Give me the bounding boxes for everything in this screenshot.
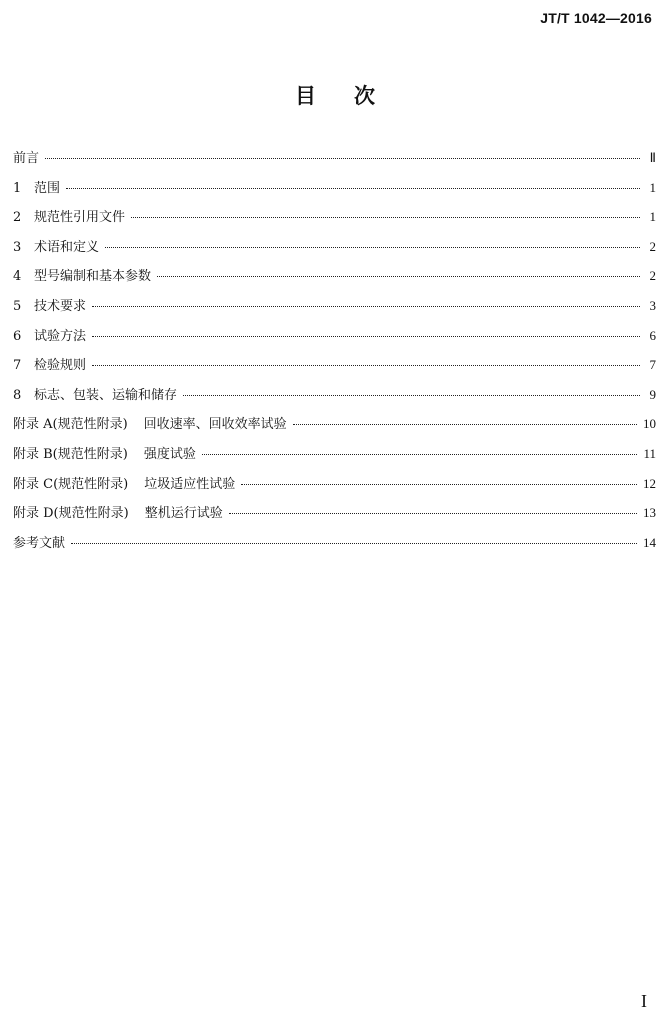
- toc-page-number: 11: [643, 445, 656, 461]
- dot-leader: [157, 276, 640, 277]
- toc-page-number: 6: [649, 327, 656, 343]
- toc-entry-number: 2: [13, 210, 22, 226]
- toc-entry-annex-b[interactable]: [13, 443, 656, 473]
- standard-number: JT/T 1042—2016: [540, 10, 652, 26]
- toc-entry-6[interactable]: [13, 325, 656, 355]
- page-title: 目次: [295, 84, 413, 108]
- toc-annex-label: 附录 D(规范性附录): [13, 506, 129, 522]
- toc-entry-1[interactable]: [13, 177, 656, 207]
- toc-entry-number: 4: [13, 269, 22, 285]
- toc-entry-5[interactable]: [13, 295, 656, 325]
- toc-entry-annex-d[interactable]: [13, 502, 656, 532]
- toc-entry-label: 标志、包装、运输和储存: [34, 387, 178, 403]
- toc-entry-number: 3: [13, 239, 22, 255]
- dot-leader: [131, 217, 640, 218]
- toc-entry-8[interactable]: [13, 384, 656, 414]
- toc-page-number: 3: [649, 297, 656, 313]
- toc-entry-annex-c[interactable]: [13, 473, 656, 503]
- toc-page-number: 9: [649, 386, 656, 402]
- toc-entry-label: 参考文献: [13, 535, 66, 551]
- dot-leader: [71, 543, 637, 544]
- toc-entry-label: 范围: [34, 180, 61, 196]
- dot-leader: [45, 158, 640, 159]
- toc-entry-7[interactable]: [13, 354, 656, 384]
- toc-entry-label: 技术要求: [34, 298, 87, 314]
- toc-entry-2[interactable]: [13, 206, 656, 236]
- toc-annex-title: 强度试验: [143, 446, 196, 462]
- toc-page-number: 10: [643, 416, 656, 432]
- toc-entry-number: 6: [13, 328, 22, 344]
- toc-page-number: 1: [649, 209, 656, 225]
- toc-page-number: Ⅱ: [649, 150, 656, 165]
- dot-leader: [183, 395, 640, 396]
- toc-annex-label: 附录 B(规范性附录): [13, 446, 128, 462]
- toc-annex-title: 垃圾适应性试验: [144, 476, 236, 492]
- toc-page-number: 1: [649, 179, 656, 195]
- toc-entry-label: 规范性引用文件: [34, 210, 126, 226]
- toc-entry-number: 1: [13, 180, 22, 196]
- table-of-contents: [13, 147, 656, 561]
- page-number: I: [641, 991, 647, 1011]
- toc-annex-title: 回收速率、回收效率试验: [143, 417, 287, 433]
- toc-page-number: 7: [649, 357, 656, 373]
- toc-entry-label: 试验方法: [34, 328, 87, 344]
- toc-page-number: 13: [643, 505, 656, 521]
- toc-entry-annex-a[interactable]: [13, 413, 656, 443]
- toc-page-number: 14: [643, 534, 656, 550]
- dot-leader: [293, 424, 637, 425]
- toc-entry-label: 术语和定义: [34, 239, 100, 255]
- dot-leader: [241, 484, 637, 485]
- dot-leader: [92, 336, 640, 337]
- toc-entry-number: 5: [13, 298, 22, 314]
- toc-entry-number: 7: [13, 358, 22, 374]
- toc-entry-3[interactable]: [13, 236, 656, 266]
- toc-entry-4[interactable]: [13, 265, 656, 295]
- toc-entry-label: 型号编制和基本参数: [34, 269, 152, 285]
- toc-entry-label: 前言: [13, 151, 40, 166]
- dot-leader: [229, 513, 637, 514]
- toc-page-number: 2: [649, 238, 656, 254]
- toc-annex-label: 附录 A(规范性附录): [13, 417, 128, 433]
- toc-entry-foreword[interactable]: [13, 147, 656, 177]
- dot-leader: [105, 247, 640, 248]
- toc-entry-number: 8: [13, 387, 22, 403]
- toc-page-number: 2: [649, 268, 656, 284]
- toc-annex-title: 整机运行试验: [144, 506, 223, 522]
- dot-leader: [92, 365, 640, 366]
- dot-leader: [66, 188, 640, 189]
- toc-page-number: 12: [643, 475, 656, 491]
- dot-leader: [92, 306, 640, 307]
- toc-annex-label: 附录 C(规范性附录): [13, 476, 129, 492]
- toc-entry-label: 检验规则: [34, 358, 87, 374]
- dot-leader: [202, 454, 638, 455]
- toc-entry-bibliography[interactable]: [13, 532, 656, 562]
